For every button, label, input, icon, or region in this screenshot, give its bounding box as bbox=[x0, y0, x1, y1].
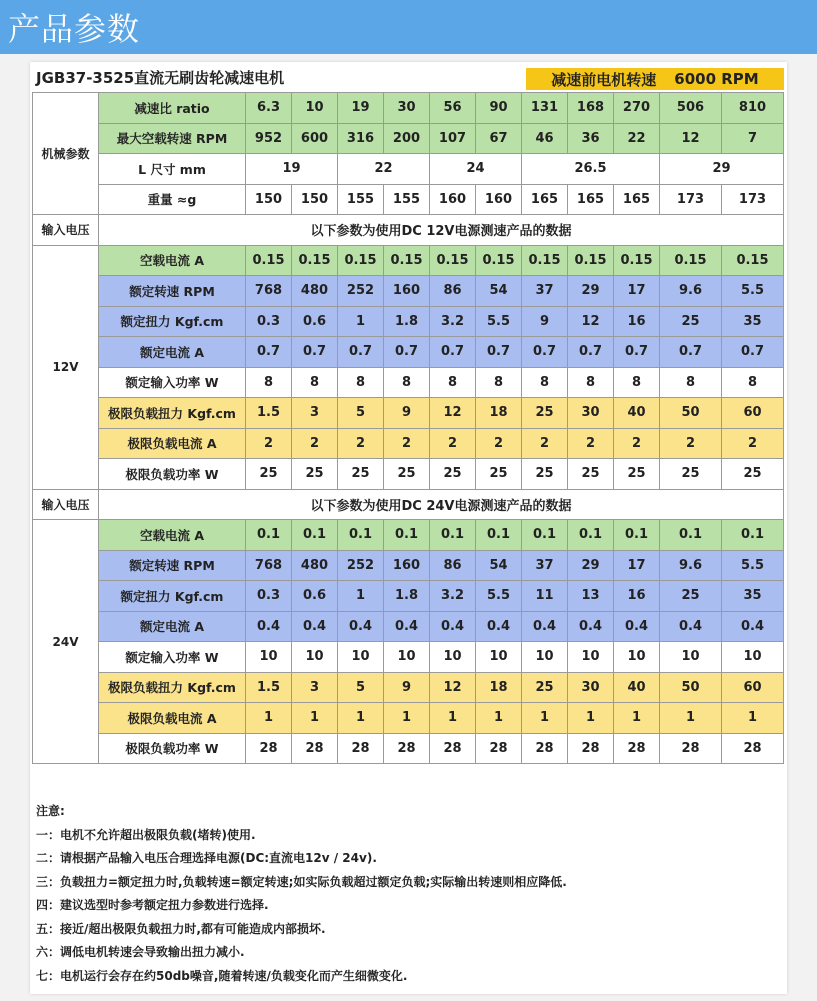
value-cell: 10 bbox=[384, 642, 430, 673]
value-cell: 0.7 bbox=[430, 337, 476, 368]
value-cell: 28 bbox=[614, 733, 660, 764]
value-cell: 173 bbox=[722, 184, 784, 215]
value-cell: 107 bbox=[430, 123, 476, 154]
table-row bbox=[33, 276, 784, 307]
value-cell: 0.1 bbox=[476, 520, 522, 551]
value-cell: 316 bbox=[338, 123, 384, 154]
value-cell: 1.8 bbox=[384, 581, 430, 612]
value-cell: 46 bbox=[522, 123, 568, 154]
value-cell: 60 bbox=[722, 398, 784, 429]
value-cell: 28 bbox=[430, 733, 476, 764]
value-cell: 0.4 bbox=[614, 611, 660, 642]
value-cell: 150 bbox=[292, 184, 338, 215]
table-row bbox=[33, 489, 784, 520]
row-label: 极限负载功率 W bbox=[99, 733, 246, 764]
value-cell: 10 bbox=[614, 642, 660, 673]
row-label: 极限负载电流 A bbox=[99, 703, 246, 734]
table-row bbox=[33, 337, 784, 368]
value-cell: 0.4 bbox=[338, 611, 384, 642]
value-cell: 28 bbox=[722, 733, 784, 764]
value-cell: 19 bbox=[338, 93, 384, 124]
row-label: 减速比 ratio bbox=[99, 93, 246, 124]
group-label-mech: 机械参数 bbox=[33, 93, 99, 215]
value-cell: 131 bbox=[522, 93, 568, 124]
table-row bbox=[33, 550, 784, 581]
value-cell: 0.6 bbox=[292, 306, 338, 337]
value-cell: 10 bbox=[476, 642, 522, 673]
test-note: 以下参数为使用DC 24V电源测速产品的数据 bbox=[99, 489, 784, 520]
value-cell: 30 bbox=[384, 93, 430, 124]
value-cell: 952 bbox=[246, 123, 292, 154]
value-cell: 25 bbox=[522, 459, 568, 490]
value-cell: 0.7 bbox=[568, 337, 614, 368]
value-cell: 28 bbox=[338, 733, 384, 764]
value-cell: 2 bbox=[522, 428, 568, 459]
row-label: 空载电流 A bbox=[99, 520, 246, 551]
value-cell: 0.4 bbox=[522, 611, 568, 642]
note-item: 二：请根据产品输入电压合理选择电源(DC:直流电12v / 24v). bbox=[36, 851, 377, 865]
product-title: JGB37-3525直流无刷齿轮减速电机 bbox=[36, 69, 285, 87]
value-cell: 28 bbox=[522, 733, 568, 764]
value-cell: 28 bbox=[568, 733, 614, 764]
row-label: 额定输入功率 W bbox=[99, 642, 246, 673]
value-cell: 25 bbox=[614, 459, 660, 490]
value-cell: 90 bbox=[476, 93, 522, 124]
value-cell: 0.3 bbox=[246, 581, 292, 612]
value-cell: 0.7 bbox=[246, 337, 292, 368]
row-label: L 尺寸 mm bbox=[99, 154, 246, 185]
value-cell: 0.4 bbox=[722, 611, 784, 642]
value-cell: 12 bbox=[430, 398, 476, 429]
value-cell: 1 bbox=[722, 703, 784, 734]
value-cell: 165 bbox=[568, 184, 614, 215]
value-cell: 2 bbox=[568, 428, 614, 459]
table-row bbox=[33, 520, 784, 551]
value-cell: 50 bbox=[660, 672, 722, 703]
value-cell: 3 bbox=[292, 398, 338, 429]
value-cell: 0.4 bbox=[384, 611, 430, 642]
value-cell: 9 bbox=[384, 398, 430, 429]
value-cell: 8 bbox=[384, 367, 430, 398]
value-cell: 600 bbox=[292, 123, 338, 154]
value-cell: 3 bbox=[292, 672, 338, 703]
value-cell: 25 bbox=[246, 459, 292, 490]
value-cell: 29 bbox=[568, 550, 614, 581]
table-row bbox=[33, 93, 784, 124]
value-cell: 768 bbox=[246, 550, 292, 581]
value-cell: 56 bbox=[430, 93, 476, 124]
value-cell: 1 bbox=[292, 703, 338, 734]
value-cell: 155 bbox=[338, 184, 384, 215]
value-cell: 9.6 bbox=[660, 276, 722, 307]
value-cell: 8 bbox=[660, 367, 722, 398]
value-cell: 2 bbox=[614, 428, 660, 459]
value-cell: 768 bbox=[246, 276, 292, 307]
front-speed-value: 6000 RPM bbox=[674, 70, 759, 88]
value-cell: 2 bbox=[660, 428, 722, 459]
spec-table bbox=[32, 92, 784, 764]
note-item: 四：建议选型时参考额定扭力参数进行选择. bbox=[36, 898, 269, 912]
value-cell: 86 bbox=[430, 276, 476, 307]
value-cell: 5.5 bbox=[476, 306, 522, 337]
value-cell: 165 bbox=[522, 184, 568, 215]
value-cell: 37 bbox=[522, 550, 568, 581]
value-cell: 25 bbox=[660, 459, 722, 490]
spec-table-body bbox=[33, 93, 784, 764]
table-row bbox=[33, 703, 784, 734]
value-cell: 810 bbox=[722, 93, 784, 124]
value-cell: 8 bbox=[292, 367, 338, 398]
value-cell: 1.5 bbox=[246, 398, 292, 429]
value-cell: 25 bbox=[722, 459, 784, 490]
value-cell: 25 bbox=[384, 459, 430, 490]
row-label: 空载电流 A bbox=[99, 245, 246, 276]
table-row bbox=[33, 428, 784, 459]
table-row bbox=[33, 581, 784, 612]
value-cell: 173 bbox=[660, 184, 722, 215]
note-item: 七：电机运行会存在约50db噪音,随着转速/负载变化而产生细微变化. bbox=[36, 968, 408, 983]
value-cell: 40 bbox=[614, 398, 660, 429]
value-cell: 5 bbox=[338, 672, 384, 703]
value-cell: 2 bbox=[476, 428, 522, 459]
value-cell: 252 bbox=[338, 276, 384, 307]
value-cell: 0.15 bbox=[338, 245, 384, 276]
value-cell: 0.15 bbox=[660, 245, 722, 276]
value-cell: 8 bbox=[614, 367, 660, 398]
value-cell: 13 bbox=[568, 581, 614, 612]
value-cell: 0.1 bbox=[522, 520, 568, 551]
table-row bbox=[33, 733, 784, 764]
value-cell: 0.4 bbox=[430, 611, 476, 642]
value-cell: 25 bbox=[522, 398, 568, 429]
value-cell: 24 bbox=[430, 154, 522, 185]
value-cell: 10 bbox=[292, 642, 338, 673]
value-cell: 1 bbox=[614, 703, 660, 734]
value-cell: 10 bbox=[722, 642, 784, 673]
row-label: 额定转速 RPM bbox=[99, 276, 246, 307]
test-note: 以下参数为使用DC 12V电源测速产品的数据 bbox=[99, 215, 784, 246]
value-cell: 28 bbox=[246, 733, 292, 764]
table-title-row bbox=[30, 62, 787, 90]
value-cell: 10 bbox=[522, 642, 568, 673]
value-cell: 1 bbox=[660, 703, 722, 734]
value-cell: 10 bbox=[430, 642, 476, 673]
value-cell: 1.8 bbox=[384, 306, 430, 337]
value-cell: 0.7 bbox=[522, 337, 568, 368]
input-voltage-label: 输入电压 bbox=[33, 489, 99, 520]
value-cell: 160 bbox=[384, 550, 430, 581]
notes-title: 注意: bbox=[36, 804, 65, 818]
value-cell: 8 bbox=[246, 367, 292, 398]
value-cell: 0.15 bbox=[722, 245, 784, 276]
group-label-voltage: 24V bbox=[33, 520, 99, 764]
value-cell: 0.4 bbox=[568, 611, 614, 642]
value-cell: 60 bbox=[722, 672, 784, 703]
value-cell: 5.5 bbox=[722, 550, 784, 581]
value-cell: 0.6 bbox=[292, 581, 338, 612]
value-cell: 1 bbox=[522, 703, 568, 734]
value-cell: 2 bbox=[722, 428, 784, 459]
value-cell: 480 bbox=[292, 276, 338, 307]
value-cell: 0.1 bbox=[660, 520, 722, 551]
value-cell: 25 bbox=[660, 306, 722, 337]
row-label: 额定电流 A bbox=[99, 611, 246, 642]
value-cell: 0.4 bbox=[660, 611, 722, 642]
value-cell: 0.15 bbox=[476, 245, 522, 276]
value-cell: 0.15 bbox=[384, 245, 430, 276]
value-cell: 10 bbox=[568, 642, 614, 673]
value-cell: 1 bbox=[338, 703, 384, 734]
value-cell: 29 bbox=[660, 154, 784, 185]
group-label-voltage: 12V bbox=[33, 245, 99, 489]
value-cell: 5.5 bbox=[476, 581, 522, 612]
value-cell: 25 bbox=[292, 459, 338, 490]
value-cell: 0.1 bbox=[384, 520, 430, 551]
table-row bbox=[33, 398, 784, 429]
row-label: 极限负载扭力 Kgf.cm bbox=[99, 672, 246, 703]
value-cell: 22 bbox=[338, 154, 430, 185]
value-cell: 8 bbox=[522, 367, 568, 398]
table-row bbox=[33, 367, 784, 398]
value-cell: 8 bbox=[476, 367, 522, 398]
value-cell: 25 bbox=[430, 459, 476, 490]
value-cell: 18 bbox=[476, 398, 522, 429]
value-cell: 22 bbox=[614, 123, 660, 154]
value-cell: 0.4 bbox=[476, 611, 522, 642]
value-cell: 17 bbox=[614, 276, 660, 307]
value-cell: 2 bbox=[338, 428, 384, 459]
value-cell: 506 bbox=[660, 93, 722, 124]
value-cell: 86 bbox=[430, 550, 476, 581]
value-cell: 2 bbox=[430, 428, 476, 459]
row-label: 额定扭力 Kgf.cm bbox=[99, 581, 246, 612]
row-label: 额定电流 A bbox=[99, 337, 246, 368]
value-cell: 0.15 bbox=[292, 245, 338, 276]
value-cell: 8 bbox=[338, 367, 384, 398]
value-cell: 5.5 bbox=[722, 276, 784, 307]
value-cell: 12 bbox=[568, 306, 614, 337]
row-label: 额定扭力 Kgf.cm bbox=[99, 306, 246, 337]
value-cell: 0.7 bbox=[722, 337, 784, 368]
value-cell: 26.5 bbox=[522, 154, 660, 185]
value-cell: 0.4 bbox=[246, 611, 292, 642]
page-banner bbox=[0, 0, 817, 54]
table-row bbox=[33, 184, 784, 215]
row-label: 重量 ≈g bbox=[99, 184, 246, 215]
value-cell: 9.6 bbox=[660, 550, 722, 581]
value-cell: 54 bbox=[476, 276, 522, 307]
value-cell: 0.7 bbox=[476, 337, 522, 368]
value-cell: 0.15 bbox=[430, 245, 476, 276]
value-cell: 50 bbox=[660, 398, 722, 429]
front-speed-label: 减速前电机转速 bbox=[551, 70, 657, 89]
value-cell: 0.7 bbox=[384, 337, 430, 368]
value-cell: 160 bbox=[476, 184, 522, 215]
value-cell: 10 bbox=[660, 642, 722, 673]
value-cell: 1 bbox=[476, 703, 522, 734]
value-cell: 28 bbox=[660, 733, 722, 764]
notes-section bbox=[36, 800, 567, 988]
value-cell: 12 bbox=[660, 123, 722, 154]
value-cell: 2 bbox=[292, 428, 338, 459]
value-cell: 9 bbox=[522, 306, 568, 337]
value-cell: 54 bbox=[476, 550, 522, 581]
value-cell: 19 bbox=[246, 154, 338, 185]
value-cell: 150 bbox=[246, 184, 292, 215]
spec-card bbox=[30, 62, 787, 994]
value-cell: 10 bbox=[246, 642, 292, 673]
value-cell: 480 bbox=[292, 550, 338, 581]
value-cell: 6.3 bbox=[246, 93, 292, 124]
value-cell: 30 bbox=[568, 672, 614, 703]
value-cell: 0.7 bbox=[292, 337, 338, 368]
value-cell: 270 bbox=[614, 93, 660, 124]
value-cell: 252 bbox=[338, 550, 384, 581]
table-row bbox=[33, 245, 784, 276]
value-cell: 25 bbox=[568, 459, 614, 490]
value-cell: 1 bbox=[338, 306, 384, 337]
value-cell: 67 bbox=[476, 123, 522, 154]
value-cell: 8 bbox=[430, 367, 476, 398]
value-cell: 25 bbox=[476, 459, 522, 490]
value-cell: 0.15 bbox=[246, 245, 292, 276]
value-cell: 35 bbox=[722, 306, 784, 337]
value-cell: 3.2 bbox=[430, 581, 476, 612]
value-cell: 37 bbox=[522, 276, 568, 307]
value-cell: 0.1 bbox=[246, 520, 292, 551]
value-cell: 12 bbox=[430, 672, 476, 703]
value-cell: 8 bbox=[722, 367, 784, 398]
row-label: 额定转速 RPM bbox=[99, 550, 246, 581]
value-cell: 10 bbox=[292, 93, 338, 124]
table-row bbox=[33, 215, 784, 246]
row-label: 额定输入功率 W bbox=[99, 367, 246, 398]
note-item: 三：负载扭力=额定扭力时,负载转速=额定转速;如实际负载超过额定负载;实际输出转速则相应降低. bbox=[36, 874, 567, 889]
value-cell: 0.15 bbox=[614, 245, 660, 276]
value-cell: 1 bbox=[246, 703, 292, 734]
value-cell: 10 bbox=[338, 642, 384, 673]
value-cell: 28 bbox=[384, 733, 430, 764]
value-cell: 2 bbox=[384, 428, 430, 459]
value-cell: 1 bbox=[568, 703, 614, 734]
value-cell: 28 bbox=[292, 733, 338, 764]
input-voltage-label: 输入电压 bbox=[33, 215, 99, 246]
value-cell: 5 bbox=[338, 398, 384, 429]
value-cell: 25 bbox=[522, 672, 568, 703]
value-cell: 35 bbox=[722, 581, 784, 612]
table-row bbox=[33, 611, 784, 642]
value-cell: 18 bbox=[476, 672, 522, 703]
value-cell: 29 bbox=[568, 276, 614, 307]
value-cell: 3.2 bbox=[430, 306, 476, 337]
value-cell: 1 bbox=[384, 703, 430, 734]
value-cell: 11 bbox=[522, 581, 568, 612]
value-cell: 0.7 bbox=[660, 337, 722, 368]
value-cell: 0.3 bbox=[246, 306, 292, 337]
note-item: 六：调低电机转速会导致输出扭力减小. bbox=[36, 945, 245, 959]
front-speed-box bbox=[526, 68, 784, 90]
value-cell: 0.1 bbox=[292, 520, 338, 551]
value-cell: 40 bbox=[614, 672, 660, 703]
table-row bbox=[33, 642, 784, 673]
value-cell: 0.1 bbox=[568, 520, 614, 551]
table-row bbox=[33, 672, 784, 703]
value-cell: 1 bbox=[338, 581, 384, 612]
value-cell: 168 bbox=[568, 93, 614, 124]
value-cell: 9 bbox=[384, 672, 430, 703]
row-label: 极限负载功率 W bbox=[99, 459, 246, 490]
table-row bbox=[33, 306, 784, 337]
value-cell: 30 bbox=[568, 398, 614, 429]
value-cell: 200 bbox=[384, 123, 430, 154]
value-cell: 25 bbox=[338, 459, 384, 490]
note-item: 五：接近/超出极限负载扭力时,都有可能造成内部损坏. bbox=[36, 921, 326, 936]
note-item: 一：电机不允许超出极限负载(堵转)使用. bbox=[36, 827, 256, 842]
value-cell: 1.5 bbox=[246, 672, 292, 703]
table-row bbox=[33, 459, 784, 490]
value-cell: 7 bbox=[722, 123, 784, 154]
value-cell: 16 bbox=[614, 581, 660, 612]
value-cell: 155 bbox=[384, 184, 430, 215]
value-cell: 16 bbox=[614, 306, 660, 337]
value-cell: 0.1 bbox=[338, 520, 384, 551]
value-cell: 160 bbox=[430, 184, 476, 215]
value-cell: 8 bbox=[568, 367, 614, 398]
table-row bbox=[33, 123, 784, 154]
value-cell: 0.7 bbox=[338, 337, 384, 368]
value-cell: 0.1 bbox=[430, 520, 476, 551]
value-cell: 17 bbox=[614, 550, 660, 581]
row-label: 极限负载电流 A bbox=[99, 428, 246, 459]
value-cell: 0.15 bbox=[568, 245, 614, 276]
table-row bbox=[33, 154, 784, 185]
page-title: 产品参数 bbox=[8, 10, 141, 48]
value-cell: 1 bbox=[430, 703, 476, 734]
value-cell: 0.4 bbox=[292, 611, 338, 642]
value-cell: 0.1 bbox=[722, 520, 784, 551]
value-cell: 0.7 bbox=[614, 337, 660, 368]
row-label: 极限负载扭力 Kgf.cm bbox=[99, 398, 246, 429]
value-cell: 36 bbox=[568, 123, 614, 154]
value-cell: 165 bbox=[614, 184, 660, 215]
value-cell: 0.1 bbox=[614, 520, 660, 551]
row-label: 最大空载转速 RPM bbox=[99, 123, 246, 154]
value-cell: 28 bbox=[476, 733, 522, 764]
value-cell: 25 bbox=[660, 581, 722, 612]
value-cell: 0.15 bbox=[522, 245, 568, 276]
value-cell: 2 bbox=[246, 428, 292, 459]
value-cell: 160 bbox=[384, 276, 430, 307]
